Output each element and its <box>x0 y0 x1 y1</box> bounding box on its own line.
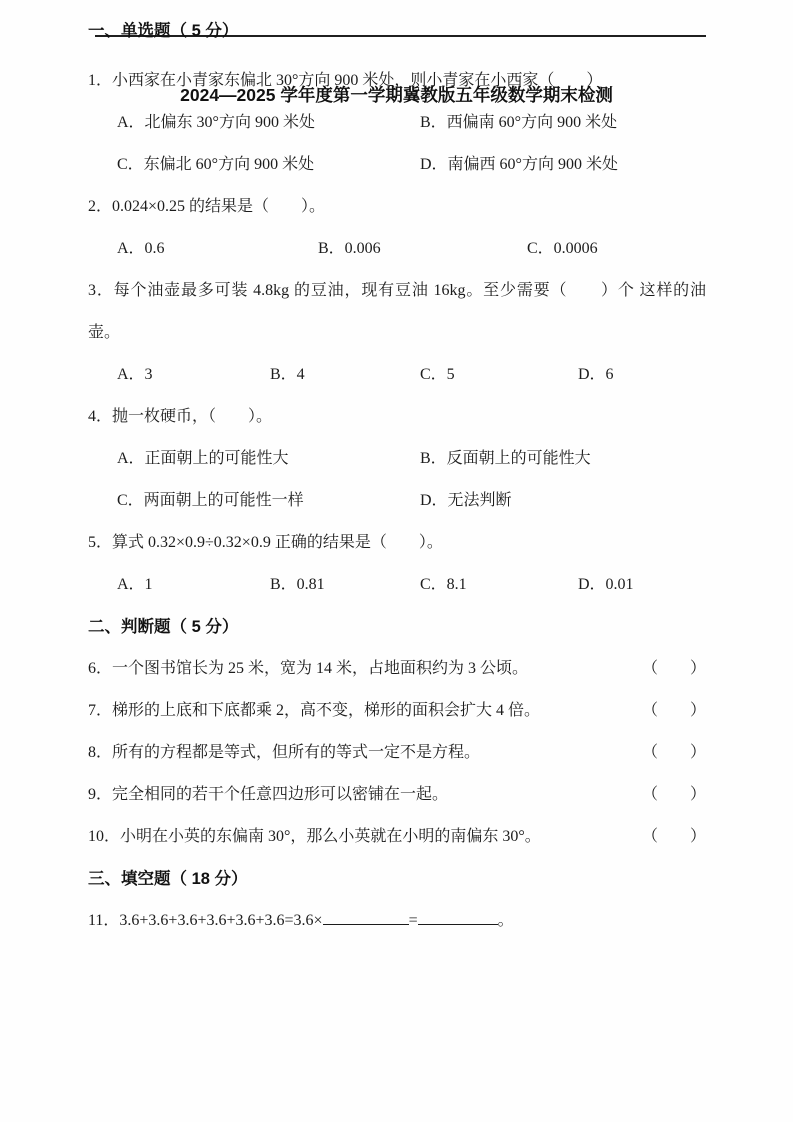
page-title: 2024—2025 学年度第一学期冀教版五年级数学期末检测 <box>180 85 613 105</box>
question-10 <box>88 816 706 858</box>
question-5 <box>88 522 706 564</box>
exam-content <box>88 0 706 942</box>
answer-blank-2 <box>418 908 498 925</box>
question-7-text: 7．梯形的上底和下底都乘 2，高不变，梯形的面积会扩大 4 倍。 <box>88 702 541 719</box>
question-4 <box>88 396 706 438</box>
question-2-text: 2．0.024×0.25 的结果是（ ）。 <box>88 198 326 215</box>
question-9-answer-parens: （ ） <box>641 786 706 803</box>
question-2-options <box>88 228 706 270</box>
question-4-option-a: A．正面朝上的可能性大 <box>117 450 289 467</box>
question-4-option-c: C．两面朝上的可能性一样 <box>117 492 304 509</box>
question-2 <box>88 186 706 228</box>
question-5-option-b: B．0.81 <box>270 576 325 593</box>
question-2-option-b: B．0.006 <box>318 240 381 257</box>
question-6-text: 6．一个图书馆长为 25 米，宽为 14 米，占地面积约为 3 公顷。 <box>88 660 529 677</box>
question-3-option-c: C．5 <box>420 366 455 383</box>
question-9 <box>88 774 706 816</box>
question-10-answer-parens: （ ） <box>641 828 706 845</box>
question-4-text: 4．抛一枚硬币，（ ）。 <box>88 408 273 425</box>
question-3-option-d: D．6 <box>578 366 614 383</box>
question-4-option-b: B．反面朝上的可能性大 <box>420 450 591 467</box>
question-11-period: 。 <box>497 912 514 929</box>
question-8 <box>88 732 706 774</box>
section-heading-judge: 二、判断题（ 5 分） <box>88 618 239 636</box>
question-4-option-d: D．无法判断 <box>420 492 512 509</box>
section-heading-fill: 三、填空题（ 18 分） <box>88 870 248 888</box>
question-8-answer-parens: （ ） <box>641 744 706 761</box>
question-3 <box>88 270 706 354</box>
question-1-option-d: D．南偏西 60°方向 900 米处 <box>420 156 618 173</box>
question-3-options <box>88 354 706 396</box>
question-5-options <box>88 564 706 606</box>
question-5-option-a: A．1 <box>117 576 153 593</box>
question-11-text: 11．3.6+3.6+3.6+3.6+3.6+3.6=3.6× <box>88 912 323 929</box>
question-5-text: 5．算式 0.32×0.9÷0.32×0.9 正确的结果是（ ）。 <box>88 534 443 551</box>
question-5-option-c: C．8.1 <box>420 576 467 593</box>
question-1-option-b: B．西偏南 60°方向 900 米处 <box>420 114 618 131</box>
question-1-options-row-2 <box>88 144 706 186</box>
question-5-option-d: D．0.01 <box>578 576 634 593</box>
question-11 <box>88 900 706 942</box>
section-heading-choice: 一、单选题（ 5 分） <box>88 22 239 40</box>
question-10-text: 10．小明在小英的东偏南 30°，那么小英就在小明的南偏东 30°。 <box>88 828 541 845</box>
question-11-equals: = <box>408 912 418 929</box>
question-1-text: 1．小西家在小青家东偏北 30°方向 900 米处，则小青家在小西家（ ） <box>88 72 603 89</box>
question-7-answer-parens: （ ） <box>641 702 706 719</box>
question-1 <box>88 60 706 102</box>
question-9-text: 9．完全相同的若干个任意四边形可以密铺在一起。 <box>88 786 449 803</box>
question-4-options-row-2 <box>88 480 706 522</box>
question-6-answer-parens: （ ） <box>641 660 706 677</box>
question-3-option-b: B．4 <box>270 366 305 383</box>
question-3-option-a: A．3 <box>117 366 153 383</box>
question-8-text: 8．所有的方程都是等式，但所有的等式一定不是方程。 <box>88 744 481 761</box>
question-2-option-a: A．0.6 <box>117 240 165 257</box>
question-1-option-c: C．东偏北 60°方向 900 米处 <box>117 156 315 173</box>
question-2-option-c: C．0.0006 <box>527 240 598 257</box>
question-1-options-row-1 <box>88 102 706 144</box>
question-7 <box>88 690 706 732</box>
answer-blank-1 <box>323 908 409 925</box>
question-4-options-row-1 <box>88 438 706 480</box>
question-3-text: 3．每个油壶最多可装 4.8kg 的豆油，现有豆油 16kg。至少需要（ ）个 这样的油壶。 <box>88 282 706 341</box>
question-1-option-a: A．北偏东 30°方向 900 米处 <box>117 114 315 131</box>
question-6 <box>88 648 706 690</box>
